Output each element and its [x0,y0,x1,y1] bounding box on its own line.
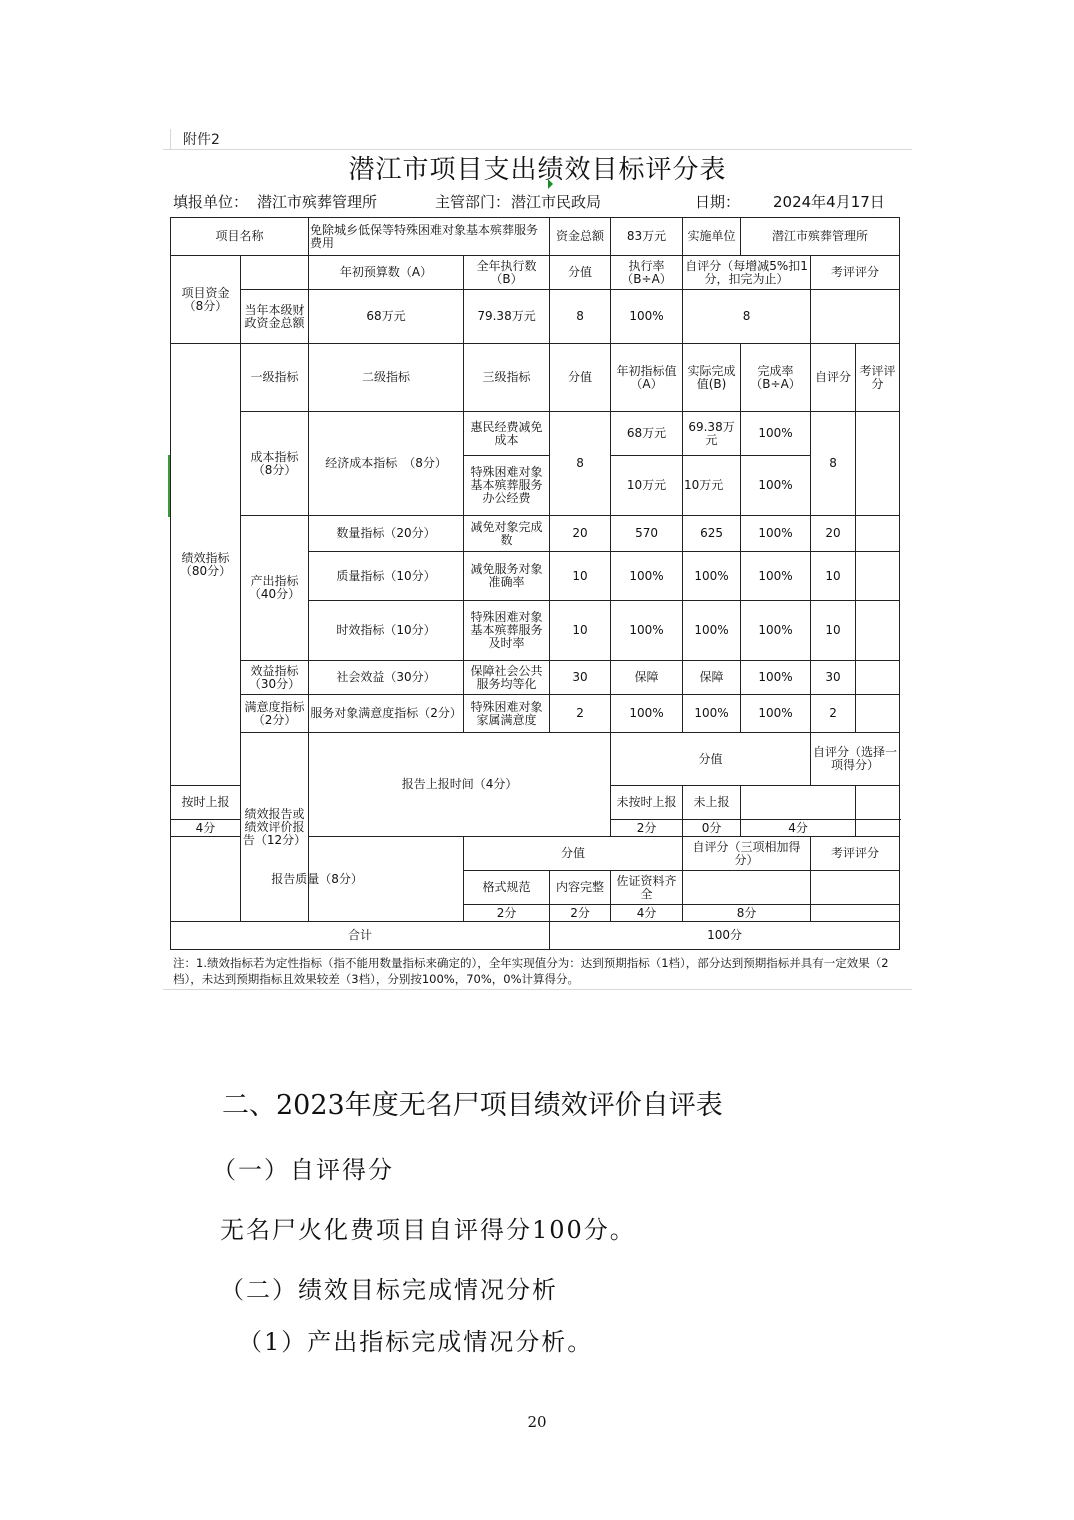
report-quality-opt: 格式规范 [464,871,550,905]
fund-head-row [171,256,900,290]
output-l2: 质量指标（10分） [309,552,464,601]
perf-head-row [171,344,900,412]
satisfaction-target: 100% [611,695,683,733]
unit-label: 填报单位： [173,193,249,211]
date-label: 日期： [695,193,741,211]
completion-head: 完成率（B÷A） [741,344,811,412]
output-self: 10 [811,552,856,601]
benefit-score: 30 [550,661,611,695]
cost-self: 8 [811,412,856,516]
output-completion: 100% [741,601,811,661]
date-value: 2024年4月17日 [773,193,885,211]
report-time-val: 0分 [683,820,741,837]
executed-value: 79.38万元 [464,290,550,344]
paragraph-self-score: 无名尸火化费项目自评得分100分。 [220,1216,636,1244]
executed-head: 全年执行数（B） [464,256,550,290]
table-row [171,661,900,695]
report-time-opt: 未按时上报 [611,786,683,820]
attachment-label: 附件2 [183,132,220,148]
cost-actual: 69.38万元 [683,412,741,456]
report-quality-opt: 内容完整 [550,871,611,905]
fund-row [171,290,900,344]
l2-head: 二级指标 [309,344,464,412]
satisfaction-completion: 100% [741,695,811,733]
satisfaction-l3: 特殊困难对象家属满意度 [464,695,550,733]
output-l2: 时效指标（10分） [309,601,464,661]
project-row [171,218,900,256]
cost-completion: 100% [741,456,811,516]
eval-score-head: 考评评分 [811,256,900,290]
report-time-label: 报告上报时间（4分） [309,733,611,837]
report-quality-eval-head: 考评评分 [811,837,900,871]
cost-l3: 惠民经费减免成本 [464,412,550,456]
cost-l2: 经济成本指标 （8分） [309,412,464,516]
report-quality-val: 4分 [611,905,683,922]
output-l3: 减免对象完成数 [464,516,550,552]
table-row [171,695,900,733]
table-row [171,516,900,552]
benefit-l2: 社会效益（30分） [309,661,464,695]
unit-value: 潜江市殡葬管理所 [257,193,378,211]
section-heading: 二、2023年度无名尸项目绩效评价自评表 [222,1090,723,1121]
self-score-head: 自评分（每增减5%扣1分，扣完为止） [683,256,811,290]
output-completion: 100% [741,552,811,601]
cost-target: 10万元 [611,456,683,516]
report-time-val: 4分 [171,820,241,837]
benefit-completion: 100% [741,661,811,695]
score-head: 分值 [550,256,611,290]
output-target: 570 [611,516,683,552]
satisfaction-self: 2 [811,695,856,733]
l1-head: 一级指标 [241,344,309,412]
output-score: 20 [550,516,611,552]
total-label: 合计 [171,922,550,950]
output-actual: 100% [683,601,741,661]
output-target: 100% [611,601,683,661]
report-time-self-head: 自评分（选择一项得分） [811,733,900,786]
report-quality-opt: 佐证资料齐全 [611,871,683,905]
output-actual: 625 [683,516,741,552]
benefit-self: 30 [811,661,856,695]
output-score: 10 [550,601,611,661]
budget-head: 年初预算数（A） [309,256,464,290]
total-row [171,922,900,950]
cost-l1: 成本指标（8分） [241,412,309,516]
satisfaction-score: 2 [550,695,611,733]
eval-score-value [811,290,900,344]
page-number: 20 [527,1413,547,1431]
fund-total: 83万元 [611,218,683,256]
output-l3: 减免服务对象准确率 [464,552,550,601]
output-l1: 产出指标（40分） [241,516,309,661]
report-quality-score-head: 分值 [464,837,683,871]
output-target: 100% [611,552,683,601]
report-quality-self: 8分 [683,905,811,922]
output-self: 20 [811,516,856,552]
cost-completion: 100% [741,412,811,456]
target-head: 年初指标值（A） [611,344,683,412]
cost-l3: 特殊困难对象基本殡葬服务办公经费 [464,456,550,516]
satisfaction-actual: 100% [683,695,741,733]
sheet-title: 潜江市项目支出绩效目标评分表 [348,155,727,185]
fund-label: 项目资金（8分） [171,256,241,344]
benefit-target: 保障 [611,661,683,695]
table-note: 注：1.绩效指标若为定性指标（指不能用数量指标来确定的），全年实现值分为：达到预期指标（1档），部分达到预期指标并具有一定效果（2档），未达到预期指标且效果较差（3档），分别按100%，70%，0%计算得分。 [173,956,889,986]
budget-value: 68万元 [309,290,464,344]
total-value: 100分 [550,922,900,950]
report-quality-self-head: 自评分（三项相加得分） [683,837,811,871]
benefit-l1: 效益指标（30分） [241,661,309,695]
cost-score: 8 [550,412,611,516]
satisfaction-l1: 满意度指标（2分） [241,695,309,733]
output-l2: 数量指标（20分） [309,516,464,552]
report-time-score-head: 分值 [611,733,811,786]
satisfaction-l2: 服务对象满意度指标（2分） [309,695,464,733]
cell-comment-marker [548,179,553,189]
actual-head: 实际完成值(B) [683,344,741,412]
impl-unit: 潜江市殡葬管理所 [741,218,900,256]
report-time-opt: 未上报 [683,786,741,820]
output-eval [856,516,900,552]
benefit-eval [856,661,900,695]
output-self: 10 [811,601,856,661]
cost-target: 68万元 [611,412,683,456]
table-row [171,412,900,456]
project-name-label: 项目名称 [171,218,309,256]
output-score: 10 [550,552,611,601]
output-l3: 特殊困难对象基本殡葬服务及时率 [464,601,550,661]
report-quality-val: 2分 [550,905,611,922]
benefit-l3: 保障社会公共服务均等化 [464,661,550,695]
subheading-self-score: （一）自评得分 [212,1156,394,1184]
output-actual: 100% [683,552,741,601]
score-value: 8 [550,290,611,344]
rate-value: 100% [611,290,683,344]
output-eval [856,601,900,661]
output-completion: 100% [741,516,811,552]
scanned-score-sheet [163,129,912,995]
report-quality-label: 报告质量（8分） [171,837,464,922]
fund-item: 当年本级财政资金总额 [241,290,309,344]
benefit-actual: 保障 [683,661,741,695]
satisfaction-eval [856,695,900,733]
perf-self-head: 自评分 [811,344,856,412]
cost-actual: 10万元 [683,456,741,516]
report-time-opt: 按时上报 [171,786,241,820]
dept-label: 主管部门： [435,193,511,211]
dept-value: 潜江市民政局 [511,193,602,211]
rate-head: 执行率（B÷A） [611,256,683,290]
perf-score-head: 分值 [550,344,611,412]
subheading-output-analysis: （1）产出指标完成情况分析。 [238,1328,594,1356]
fund-total-label: 资金总额 [550,218,611,256]
subheading-goal-analysis: （二）绩效目标完成情况分析 [220,1276,558,1304]
output-eval [856,552,900,601]
report-time-val: 2分 [611,820,683,837]
report-time-head-row [171,733,900,786]
l3-head: 三级指标 [464,344,550,412]
report-label: 绩效报告或绩效评价报告（12分） [241,733,309,922]
performance-score-table [170,217,900,950]
impl-unit-label: 实施单位 [683,218,741,256]
perf-eval-head: 考评评分 [856,344,900,412]
project-name: 免除城乡低保等特殊困难对象基本殡葬服务费用 [309,218,550,256]
perf-label: 绩效指标（80分） [171,344,241,786]
report-quality-val: 2分 [464,905,550,922]
report-time-self: 4分 [741,820,856,837]
self-score-value: 8 [683,290,811,344]
